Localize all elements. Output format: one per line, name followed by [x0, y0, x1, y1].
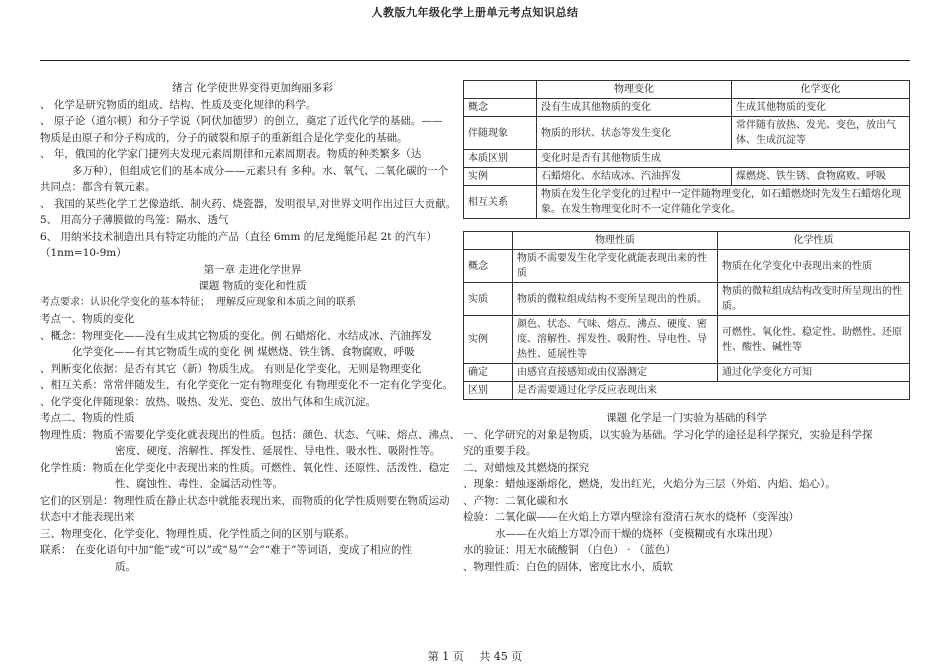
row-label-cell: 实例: [464, 316, 513, 364]
table-cell: 可燃性、氧化性、稳定性、助燃性、还原性、酸性、碱性等: [718, 316, 910, 364]
row-label-cell: 确定: [464, 364, 513, 382]
left-text-line: 、判断变化依据：是否有其它（新）物质生成。 有则是化学变化，无则是物理变化: [40, 362, 422, 375]
table-cell: 物质的形状、状态等发生变化: [537, 117, 732, 150]
table-cell: 生成其他物质的变化: [732, 99, 910, 117]
left-text-line: 考点二、物质的性质: [40, 412, 135, 424]
table-cell: 由感官直接感知或由仪器测定: [513, 364, 718, 382]
table-cell: 煤燃烧、铁生锈、食物腐败、呼吸: [732, 168, 910, 186]
left-text-line: 密度、硬度、溶解性、挥发性、延展性、导电性、吸水性、吸附性等。: [115, 445, 441, 457]
row-label-cell: 概念: [464, 99, 537, 117]
left-text-line: 、 我国的某些化学工艺像造纸、制火药、烧瓷器，发明很早,对世界文明作出过巨大贡献。: [40, 197, 457, 210]
table-cell: 石蜡熔化、水结成冰、汽油挥发: [537, 168, 732, 186]
left-text-line: 、 年，俄国的化学家门捷列夫发现元素周期律和元素周期表。物质的种类繁多（达: [40, 148, 422, 160]
table-cell: 物质不需要发生化学变化就能表现出来的性质: [513, 250, 718, 283]
left-column: [40, 80, 465, 575]
table-row: [464, 150, 910, 168]
left-text-line: 性、腐蚀性、毒性、金属活动性等。: [115, 478, 283, 490]
left-text-line: 物理性质：物质不需要化学变化就表现出的性质。包括：颜色、状态、气味、熔点、沸点、: [40, 428, 460, 441]
table-cell: 变化时是否有其他物质生成: [537, 150, 910, 168]
left-text-line: 考点一、物质的变化: [40, 313, 135, 325]
row-label-cell: 实质: [464, 283, 513, 316]
left-text-line: 、 化学是研究物质的组成、结构、性质及变化规律的科学。: [40, 98, 317, 111]
table-cell: 物质在发生化学变化的过程中一定伴随物理变化，如石蜡燃烧时先发生石蜡熔化现象。在发生物理变化时不一定伴随化学变化。: [537, 186, 910, 219]
left-text-line: 它们的区别是：物理性质在静止状态中就能表现出来，而物质的化学性质则要在物质运动: [40, 494, 450, 507]
left-text-line: 第一章 走进化学世界: [203, 263, 302, 276]
left-text-line: 联系： 在变化语句中加“能”或“可以”或“易”“会”“难于”等词语，变成了相应的性: [40, 544, 413, 556]
page-footer: [0, 648, 950, 664]
left-text-line: 课题 物质的变化和性质: [198, 280, 307, 292]
header-rule: [40, 60, 910, 61]
right-text-line: 课题 化学是一门实验为基础的科学: [606, 412, 767, 424]
right-text-line: 究的重要手段。: [463, 445, 537, 457]
left-text-line: 考点要求：认识化学变化的基本特征； 理解反应现象和本质之间的联系: [40, 296, 357, 308]
left-text-line: 、概念：物理变化——没有生成其它物质的变化。例 石蜡熔化、水结成冰、汽油挥发: [40, 329, 432, 342]
change-comparison-table: [463, 80, 910, 219]
table-row: [464, 186, 910, 219]
table-header-cell: 物理变化: [537, 81, 732, 99]
table-row: [464, 364, 910, 382]
table-cell: 物质的微粒组成结构不变所呈现出的性质。: [513, 283, 718, 316]
left-text-line: 、化学变化伴随现象：放热、吸热、发光、变色、放出气体和生成沉淀。: [40, 395, 376, 408]
table-header-cell: [464, 232, 513, 250]
left-text-line: 、 原子论（道尔顿）和分子学说（阿伏加德罗）的创立，奠定了近代化学的基础。——: [40, 115, 443, 127]
row-label-cell: 伴随现象: [464, 117, 537, 150]
left-text-line: 化学变化——有其它物质生成的变化 例 煤燃烧、铁生锈、食物腐败、呼吸: [72, 346, 415, 358]
table-cell: 物质在化学变化中表现出来的性质: [718, 250, 910, 283]
table-cell: 颜色、状态、气味、熔点、沸点、硬度、密度、溶解性、挥发性、吸附性、导电性、导热性、延展性等: [513, 316, 718, 364]
left-text-line: 质。: [115, 560, 136, 573]
right-text-line: 、物理性质：白色的固体，密度比水小，质软: [463, 560, 673, 573]
table-cell: 物质的微粒组成结构改变时所呈现出的性质。: [718, 283, 910, 316]
row-label-cell: 概念: [464, 250, 513, 283]
right-text-line: 检验：二氧化碳——在火焰上方罩内壁涂有澄清石灰水的烧杯（变浑浊）: [463, 511, 799, 523]
left-text-line: 6、 用纳米技术制造出具有特定功能的产品（直径 6mm 的尼龙绳能吊起 2t 的汽车）: [40, 230, 437, 243]
right-text-line: 水——在火焰上方罩冷而干燥的烧杯（变模糊或有水珠出现）: [495, 527, 779, 540]
right-text-line: 二、对蜡烛及其燃烧的探究: [463, 461, 589, 474]
table-cell: 是否需要通过化学反应表现出来: [513, 382, 910, 400]
left-text-line: 化学性质：物质在化学变化中表现出来的性质。可燃性、氧化性、还原性、活泼性、稳定: [40, 461, 450, 474]
left-text-line: 绪言 化学使世界变得更加绚丽多彩: [172, 82, 333, 94]
row-label-cell: 相互关系: [464, 186, 537, 219]
table-row: [464, 168, 910, 186]
row-label-cell: 实例: [464, 168, 537, 186]
page-total: 共 45 页: [479, 650, 523, 663]
table-row: [464, 99, 910, 117]
table-row: [464, 117, 910, 150]
left-text-line: （1nm=10-9m）: [40, 247, 127, 259]
table-cell: 没有生成其他物质的变化: [537, 99, 732, 117]
table-row: [464, 283, 910, 316]
right-text-line: 、现象：蜡烛逐渐熔化，燃烧，发出红光，火焰分为三层（外焰、内焰、焰心）。: [463, 478, 836, 490]
table-row: [464, 382, 910, 400]
table-cell: 常伴随有放热、发光、变色，放出气体、生成沉淀等: [732, 117, 910, 150]
right-text-line: 水的验证：用无水硫酸铜 （白色） · （蓝色）: [463, 544, 676, 556]
left-text-line: 多万种），但组成它们的基本成分——元素只有 多种。水、氧气、二氧化碳的一个: [72, 164, 449, 177]
row-label-cell: 区别: [464, 382, 513, 400]
left-text-line: 三、物理变化、化学变化、物理性质、化学性质之间的区别与联系。: [40, 527, 355, 540]
table-row: [464, 316, 910, 364]
table-header-cell: 物理性质: [513, 232, 718, 250]
table-header-cell: 化学性质: [718, 232, 910, 250]
right-column: [463, 80, 910, 575]
property-comparison-table: [463, 231, 910, 400]
left-text-line: 共同点：都含有氧元素。: [40, 181, 156, 193]
table-row: [464, 250, 910, 283]
row-label-cell: 本质区别: [464, 150, 537, 168]
left-text-line: 状态中才能表现出来: [40, 511, 135, 523]
table-cell: 通过化学变化方可知: [718, 364, 910, 382]
left-text-line: 物质是由原子和分子构成的，分子的破裂和原子的重新组合是化学变化的基础。: [40, 131, 408, 144]
running-header: 人教版九年级化学上册单元考点知识总结: [371, 6, 579, 19]
right-text-line: 、产物：二氧化碳和水: [463, 494, 568, 507]
page-number: 第 1 页: [427, 650, 464, 663]
left-text-line: 、相互关系：常常伴随发生，有化学变化一定有物理变化 有物理变化不一定有化学变化。: [40, 379, 453, 391]
right-text-line: 一、化学研究的对象是物质，以实验为基础。学习化学的途径是科学探究，实验是科学探: [463, 428, 873, 441]
table-header-cell: [464, 81, 537, 99]
left-text-line: 5、 用高分子薄膜做的鸟笼：隔水、透气: [40, 214, 229, 226]
table-header-cell: 化学变化: [732, 81, 910, 99]
